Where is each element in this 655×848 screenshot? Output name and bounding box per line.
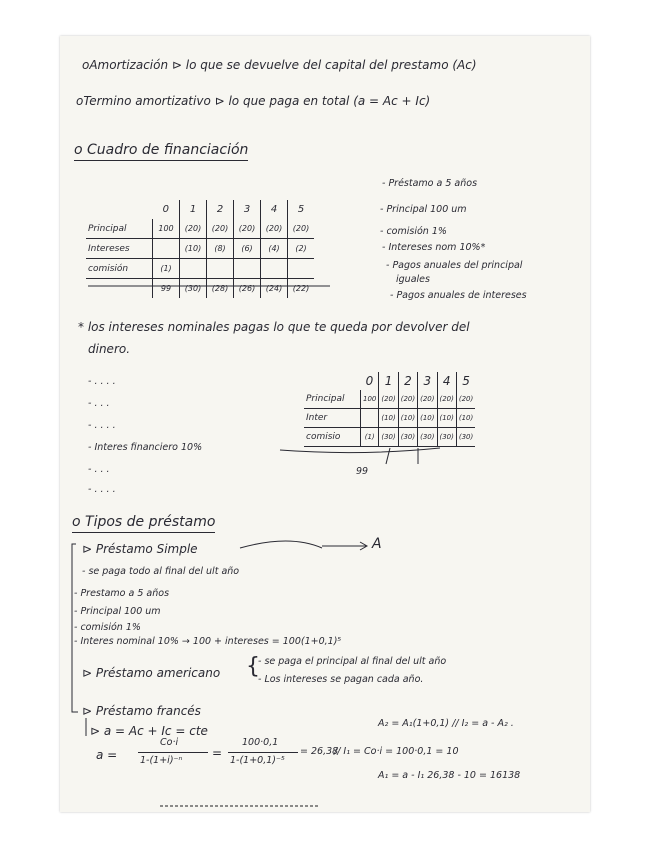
list-item: - . . . .: [88, 484, 116, 495]
frances-formula-a-label: a =: [96, 748, 118, 762]
note-line: - Pagos anuales de intereses: [390, 290, 527, 301]
table-total-cell: 99: [153, 279, 180, 299]
note-line: - Pagos anuales del principal: [386, 260, 523, 271]
prestamo-simple-note: - se paga todo al final del ult año: [82, 566, 240, 577]
table-header-cell: 2: [398, 372, 417, 390]
table-header-cell: 2: [207, 200, 234, 219]
table-cell: (20): [379, 390, 398, 409]
table-total-cell: (26): [234, 279, 261, 299]
detail-line: - Prestamo a 5 años: [74, 588, 170, 599]
table-cell: 100: [361, 390, 379, 409]
note-line: - Préstamo a 5 años: [382, 178, 478, 189]
table-cell: (30): [456, 428, 475, 447]
table2-tick-left: [386, 448, 390, 464]
table-header-cell: 3: [234, 200, 261, 219]
fraction2-denominator: 1-(1+0,1)⁻⁵: [230, 755, 285, 766]
table2-underline: [280, 448, 440, 453]
prestamo-frances-label: ⊳ Préstamo francés: [82, 704, 201, 718]
table-header-cell: 0: [162, 204, 169, 215]
table-cell: (10): [437, 409, 456, 428]
table-cell: (4): [261, 239, 288, 259]
definition-amortizacion: oAmortización ⊳ lo que se devuelve del capital del prestamo (Ac): [82, 58, 477, 72]
table-total-cell: (30): [180, 279, 207, 299]
table-cell: (1): [361, 428, 379, 447]
brace-icon: {: [246, 654, 260, 679]
frances-formula-constant: ⊳ a = Ac + Ic = cte: [90, 724, 208, 738]
row-label: Principal: [86, 219, 153, 239]
table-total-cell: (24): [261, 279, 288, 299]
asterisk-note-line1: * los intereses nominales pagas lo que te queda por devolver del: [78, 320, 470, 334]
table-header-cell: 1: [180, 200, 207, 219]
detail-line: - comisión 1%: [74, 622, 141, 633]
notebook-page: [60, 36, 590, 812]
note-line: - comisión 1%: [380, 226, 447, 237]
fraction1-denominator: 1-(1+i)⁻ⁿ: [140, 755, 183, 766]
prestamo-simple-arrow-target: A: [372, 536, 382, 552]
table-cell: (10): [418, 409, 437, 428]
table-cell: (10): [456, 409, 475, 428]
detail-line: - Interes nominal 10% → 100 + intereses = 100(1+0,1)⁵: [74, 636, 342, 647]
table-cell: (8): [207, 239, 234, 259]
table-cell: (10): [398, 409, 417, 428]
table-cell: (30): [437, 428, 456, 447]
table-header-cell: 5: [456, 372, 475, 390]
table-header-cell: 4: [437, 372, 456, 390]
table-total-cell: (22): [288, 279, 315, 299]
row-label: Inter: [304, 409, 361, 428]
table-cell: (10): [379, 409, 398, 428]
simple-curve-arrow: [240, 541, 322, 548]
table-cell: 100: [153, 219, 180, 239]
list-item: - . . . .: [88, 376, 116, 387]
prestamo-americano-label: ⊳ Préstamo americano: [82, 666, 221, 680]
table-cell: (10): [180, 239, 207, 259]
table-cell: (2): [288, 239, 315, 259]
table-cell: (20): [418, 390, 437, 409]
list-item: - . . .: [88, 398, 110, 409]
frances-a1-formula: A₁ = a - I₁ 26,38 - 10 = 16138: [378, 770, 521, 781]
fraction2-numerator: 100·0,1: [242, 737, 279, 748]
table-header-cell: 1: [379, 372, 398, 390]
table-cell: (20): [261, 219, 288, 239]
note-line: - Intereses nom 10%*: [382, 242, 486, 253]
handwriting-strokes: [60, 36, 590, 812]
table-cell: (20): [456, 390, 475, 409]
fraction1-numerator: Co·i: [160, 737, 179, 748]
table-header-cell: 5: [288, 200, 315, 219]
list-item: - . . . .: [88, 420, 116, 431]
table-cell: (30): [418, 428, 437, 447]
table-cell: (6): [234, 239, 261, 259]
tipos-bracket: [72, 544, 78, 712]
note-line: iguales: [396, 274, 430, 285]
heading-cuadro-financiacion: o Cuadro de financiación: [74, 142, 248, 161]
frances-i1-formula: // I₁ = Co·i = 100·0,1 = 10: [334, 746, 459, 757]
definition-termino-amortizativo: oTermino amortizativo ⊳ lo que paga en total (a = Ac + Ic): [76, 94, 431, 108]
table-header-cell: 4: [261, 200, 288, 219]
asterisk-note-line2: dinero.: [88, 342, 131, 356]
row-label: comisión: [86, 259, 153, 279]
table-cell: (30): [379, 428, 398, 447]
americano-note: - Los intereses se pagan cada año.: [258, 674, 424, 685]
table-cell: (20): [180, 219, 207, 239]
list-item: - . . .: [88, 464, 110, 475]
row-label: Principal: [304, 390, 361, 409]
table-cell: (1): [153, 259, 180, 279]
table2-below-value: 99: [356, 466, 369, 477]
frances-a2-formula: A₂ = A₁(1+0,1) // I₂ = a - A₂ .: [378, 718, 514, 729]
list-item: - Interes financiero 10%: [88, 442, 203, 453]
row-label: Intereses: [86, 239, 153, 259]
heading-tipos-prestamo: o Tipos de préstamo: [72, 514, 215, 533]
table-cell: (20): [437, 390, 456, 409]
table-header-cell: 0: [365, 374, 374, 388]
note-line: - Principal 100 um: [380, 204, 467, 215]
detail-line: - Principal 100 um: [74, 606, 161, 617]
row-label: comisio: [304, 428, 361, 447]
prestamo-simple-label: ⊳ Préstamo Simple: [82, 542, 198, 556]
frances-result: = 26,38: [300, 746, 339, 757]
table-header-cell: 3: [418, 372, 437, 390]
equals-sign: =: [212, 746, 223, 760]
table-cell: (20): [398, 390, 417, 409]
table-total-cell: (28): [207, 279, 234, 299]
table-cell: (30): [398, 428, 417, 447]
table-cell: (20): [207, 219, 234, 239]
table-cell: (20): [288, 219, 315, 239]
americano-note: - se paga el principal al final del ult año: [258, 656, 447, 667]
table-cell: (20): [234, 219, 261, 239]
